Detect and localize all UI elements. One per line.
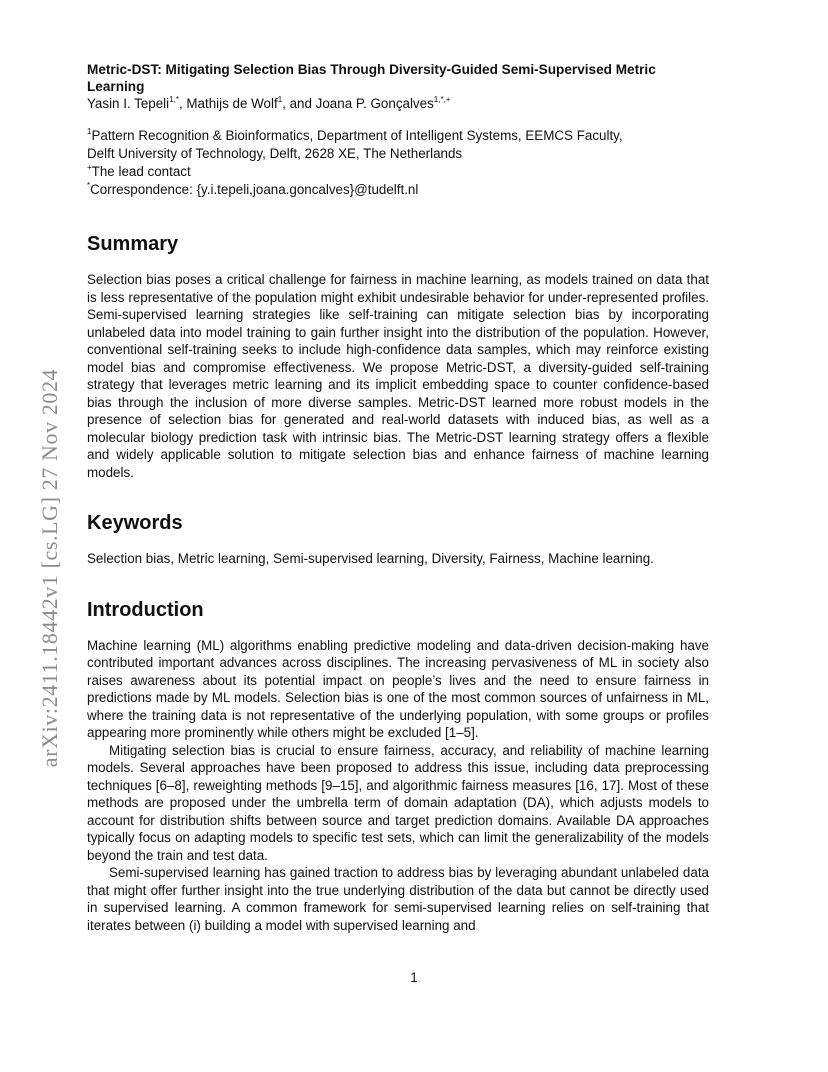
author-name: Mathijs de Wolf: [186, 96, 278, 111]
arxiv-identifier-stamp: arXiv:2411.18442v1 [cs.LG] 27 Nov 2024: [37, 368, 62, 768]
lead-contact-text: The lead contact: [91, 164, 191, 179]
correspondence-text: Correspondence: {y.i.tepeli,joana.goncalves}@tudelft.nl: [90, 182, 419, 197]
keywords-text: Selection bias, Metric learning, Semi-supervised learning, Diversity, Fairness, Machine learning.: [87, 551, 654, 566]
author-affiliation-marker: 1,*: [169, 95, 179, 104]
author-name: Joana P. Gonçalves: [315, 96, 434, 111]
affiliation-text: Delft University of Technology, Delft, 2628 XE, The Netherlands: [87, 146, 463, 161]
affiliations-block: [87, 127, 709, 199]
author-separator: , and: [282, 96, 316, 111]
paper-title: Metric-DST: Mitigating Selection Bias Through Diversity-Guided Semi-Supervised Metric Learning: [87, 62, 656, 94]
introduction-paragraph: Semi-supervised learning has gained traction to address bias by leveraging abundant unlabeled data that might offer further insight into the true underlying distribution of the data but cannot be directly used in supervised learning. A common framework for semi-supervised learning relies on self-training that iterates between (i) building a model with supervised learning and: [87, 865, 709, 933]
affiliation-line: [87, 145, 709, 163]
lead-contact-marker: +: [87, 163, 92, 172]
summary-heading: Summary: [87, 233, 179, 255]
affiliation-line: [87, 127, 709, 145]
author-affiliation-marker: 1,*,+: [433, 95, 451, 104]
summary-text: Selection bias poses a critical challenge for fairness in machine learning, as models trained on data that is less representative of the population might exhibit undesirable behavior for under-represented profiles. Semi-supervised learning strategies like self-training can mitigate selection bias by incorporating unlabeled data into model training to gain further insight into the distribution of the population. However, conventional self-training seeks to include high-confidence data samples, which may reinforce existing model bias and compromise effectiveness. We propose Metric-DST, a diversity-guided self-training strategy that leverages metric learning and its implicit embedding space to counter confidence-based bias through the inclusion of more diverse samples. Metric-DST learned more robust models in the presence of selection bias for generated and real-world datasets with induced bias, as well as a molecular biology prediction task with intrinsic bias. The Metric-DST learning strategy offers a flexible and widely applicable solution to mitigate selection bias and enhance fairness of machine learning models.: [87, 272, 709, 480]
introduction-paragraph: Machine learning (ML) algorithms enabling predictive modeling and data-driven decision-making have contributed important advances across disciplines. The increasing pervasiveness of ML in society also raises awareness about its potential impact on people’s lives and the need to ensure fairness in predictions made by ML models. Selection bias is one of the most common sources of unfairness in ML, where the training data is not representative of the underlying population, with some groups or profiles appearing more prominently while others might be excluded [1–5].: [87, 637, 709, 740]
affiliation-marker: 1: [87, 127, 92, 136]
page-number: 1: [410, 970, 418, 985]
author-name: Yasin I. Tepeli: [87, 96, 170, 111]
author-list: [87, 95, 709, 113]
paper-content: [87, 61, 709, 934]
introduction-heading: Introduction: [87, 598, 204, 621]
author-separator: ,: [178, 96, 187, 111]
author-affiliation-marker: 1: [277, 95, 283, 104]
introduction-paragraph: Mitigating selection bias is crucial to ensure fairness, accuracy, and reliability of machine learning models. Several approaches have been proposed to address this issue, including data preprocessing techniques [6–8], reweighting methods [9–15], and algorithmic fairness measures [16, 17]. Most of these methods are proposed under the umbrella term of domain adaptation (DA), which adjusts models to account for distribution shifts between source and target prediction domains. Available DA approaches typically focus on adapting models to specific test sets, which can limit the generalizability of the models beyond the train and test data.: [87, 742, 709, 863]
correspondence-marker: *: [87, 181, 91, 190]
lead-contact-note: [87, 163, 709, 181]
affiliation-text: Pattern Recognition & Bioinformatics, Department of Intelligent Systems, EEMCS Faculty,: [91, 128, 623, 143]
keywords-heading: Keywords: [87, 512, 183, 534]
correspondence-note: [87, 181, 709, 199]
